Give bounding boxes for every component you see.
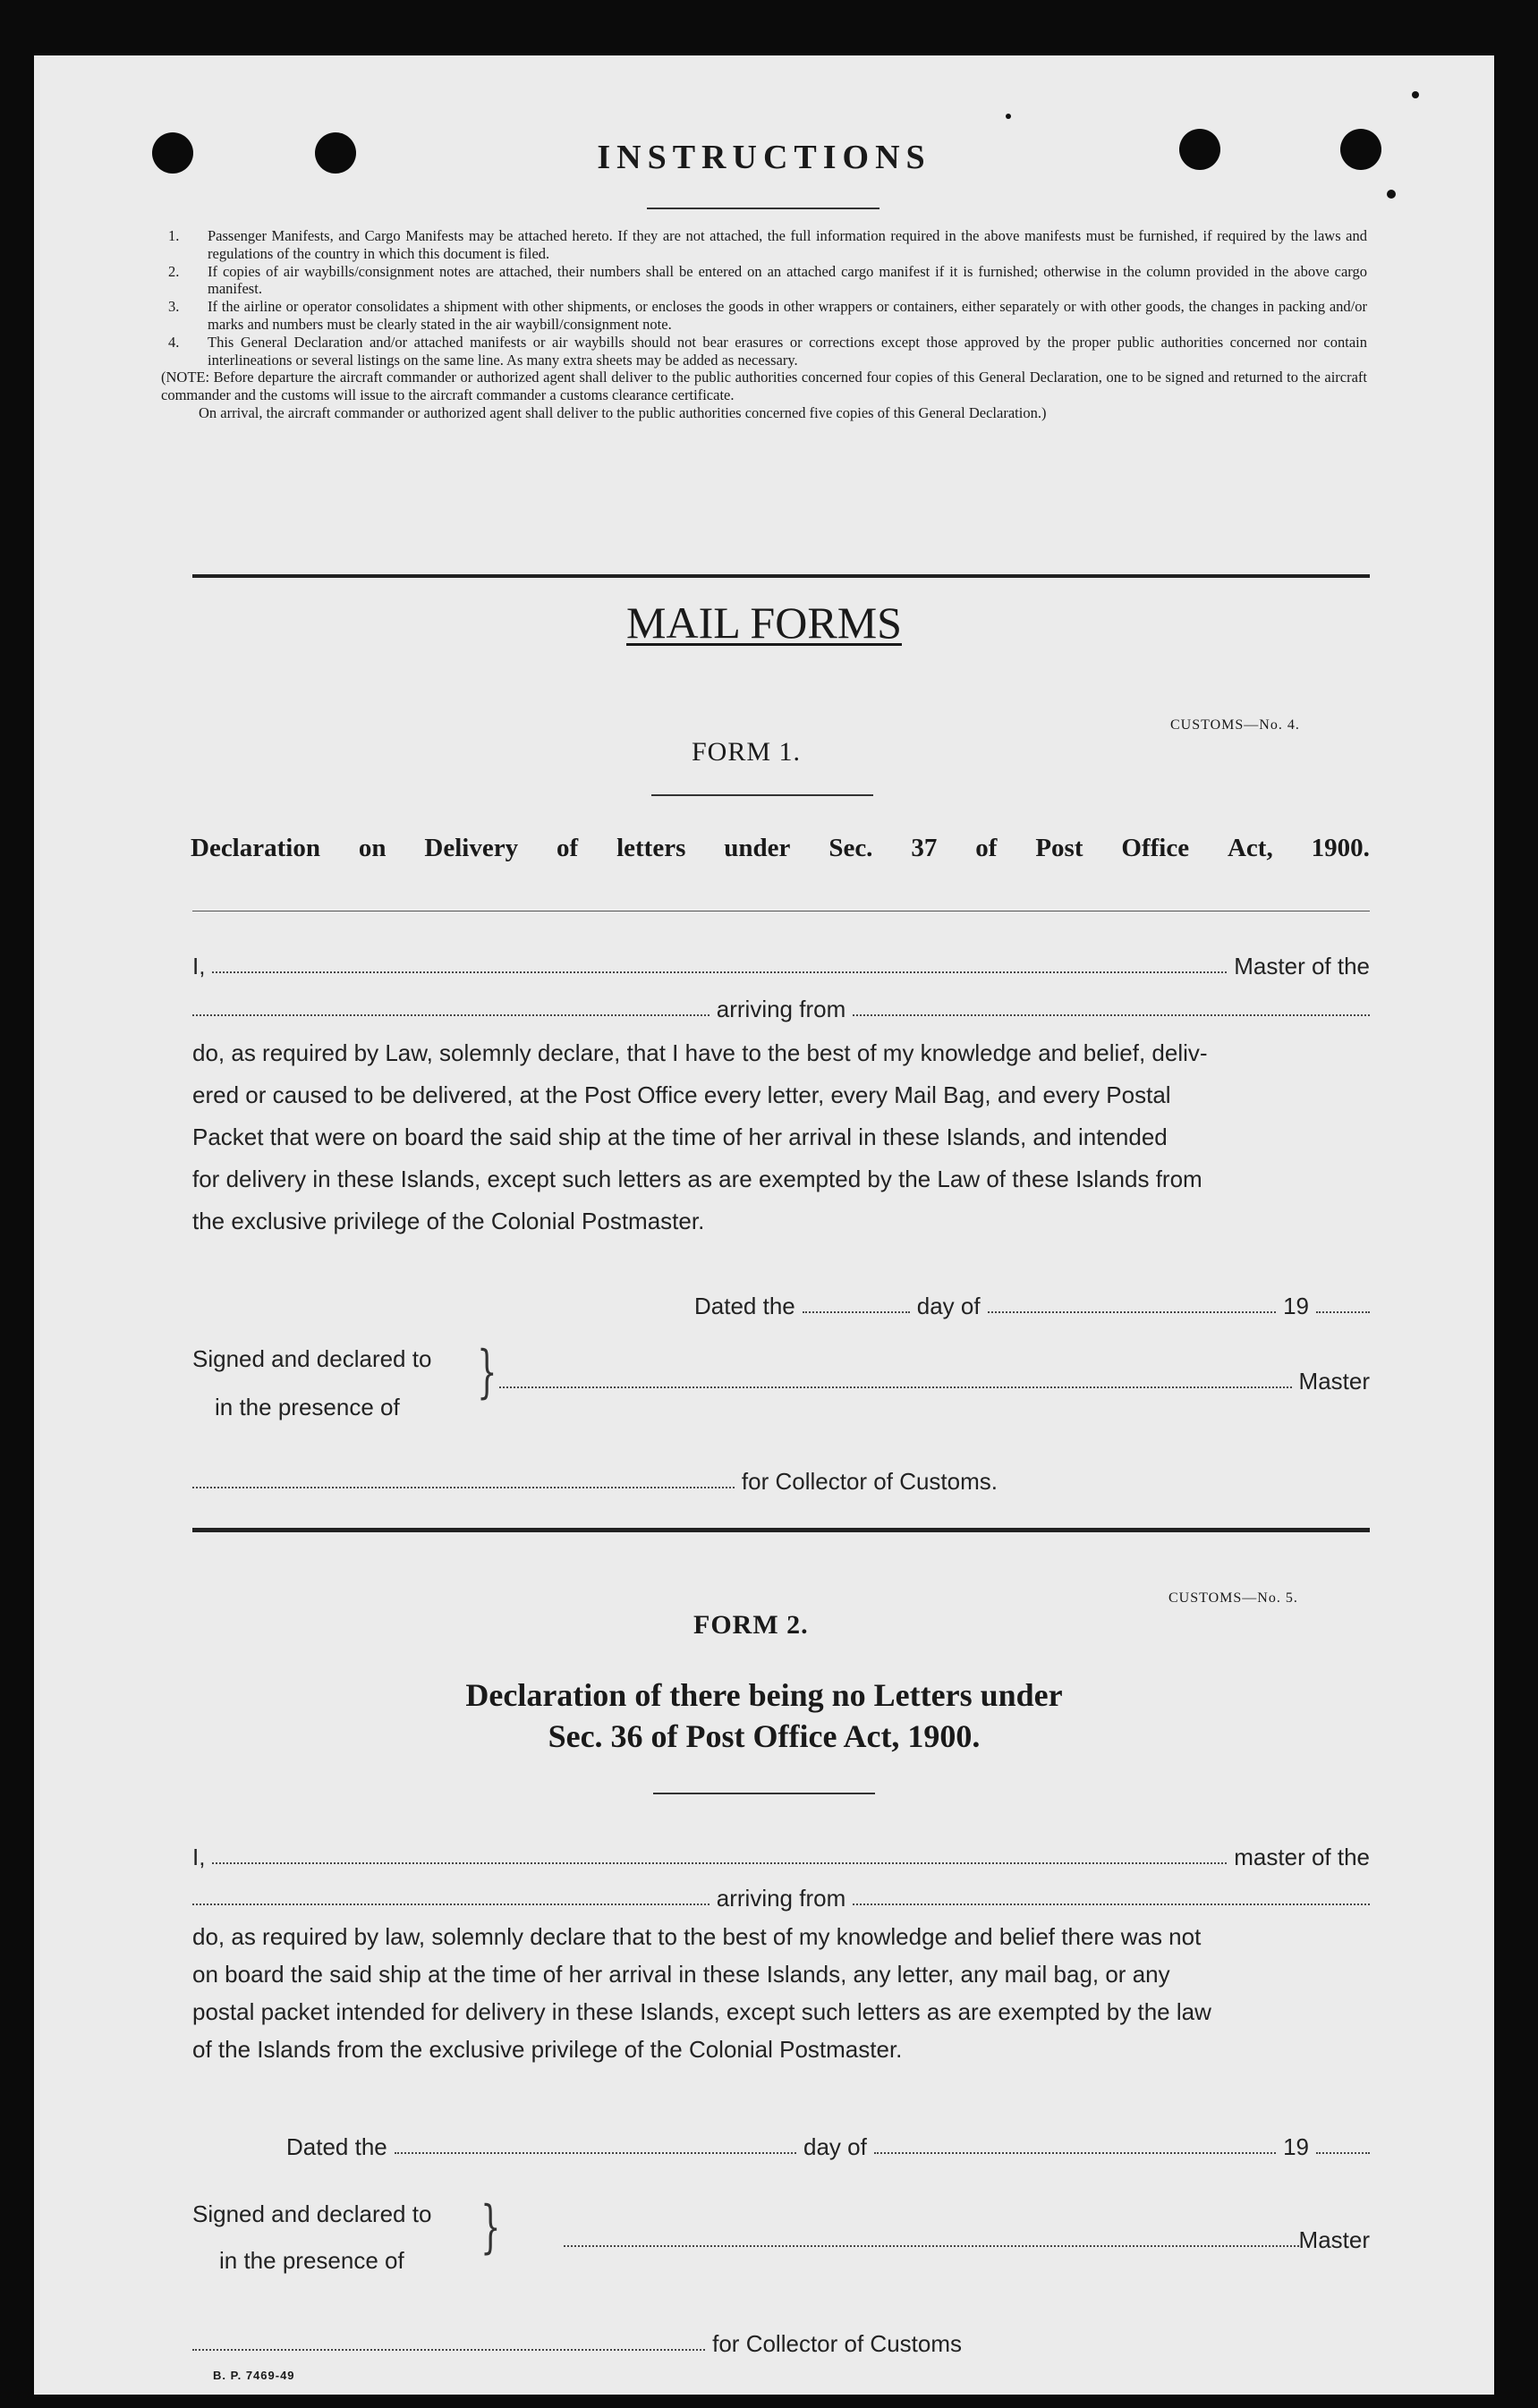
form2-master-signature-line xyxy=(564,2224,1370,2254)
instruction-item xyxy=(168,227,1367,263)
form1-label-rule xyxy=(651,794,873,796)
form1-collector-label: for Collector of Customs. xyxy=(741,1468,998,1495)
body-line: Packet that were on board the said ship at the time of her arrival in these Islands, and intended xyxy=(192,1123,1168,1150)
collector-signature-field[interactable] xyxy=(192,1487,735,1488)
form2-declaration-body xyxy=(192,1918,1373,2068)
date-year-field[interactable] xyxy=(1316,2152,1370,2154)
ink-speck xyxy=(1387,190,1396,199)
instruction-text: If the airline or operator consolidates a shipment with other shipments, or encloses the goods in other wrappers or containers, either separately or with other goods, the changes in packing and/or marks and numbers must be clearly stated in the air waybill/consignment note. xyxy=(208,298,1367,333)
instruction-text: This General Declaration and/or attached manifests or air waybills should not bear erasures or corrections except those approved by the proper public authorities concerned nor contain interlineations or several listings on the same line. As many extra sheets may be added as necessary. xyxy=(208,333,1367,369)
form2-declaration-heading xyxy=(34,1675,1494,1757)
form1-brace: } xyxy=(477,1339,497,1405)
heading-word: Office xyxy=(1121,834,1190,862)
body-line: postal packet intended for delivery in these Islands, except such letters as are exempted by the law xyxy=(192,1998,1211,2025)
instruction-number: 3. xyxy=(168,298,180,316)
date-year-field[interactable] xyxy=(1316,1311,1370,1313)
heading-word: under xyxy=(724,834,791,862)
instructions-list xyxy=(161,227,1367,422)
form2-name-line xyxy=(192,1841,1370,1871)
master-name-field[interactable] xyxy=(212,971,1227,973)
heading-word: Act, xyxy=(1227,834,1273,862)
heading-word: letters xyxy=(616,834,686,862)
date-day-field[interactable] xyxy=(803,1311,910,1313)
instruction-text: Passenger Manifests, and Cargo Manifests may be attached hereto. If they are not attached, the full information required in the above manifests must be furnished, if required by the laws and regulations of the country in which this document is filed. xyxy=(208,227,1367,262)
ship-name-field[interactable] xyxy=(192,1904,710,1905)
form1-master-of-the: Master of the xyxy=(1234,953,1370,979)
mail-forms-title-text: MAIL FORMS xyxy=(626,598,902,648)
instruction-number: 2. xyxy=(168,262,180,280)
heading-word: 1900. xyxy=(1311,834,1370,862)
ink-speck xyxy=(1006,114,1011,119)
ship-name-field[interactable] xyxy=(192,1014,710,1016)
form1-declaration-body xyxy=(192,1032,1373,1242)
master-signature-field[interactable] xyxy=(564,2245,1299,2247)
form2-heading-line1: Declaration of there being no Letters under xyxy=(465,1677,1063,1713)
section-divider xyxy=(192,574,1370,578)
day-of-label: day of xyxy=(916,1293,981,1319)
heading-word: Post xyxy=(1035,834,1083,862)
instruction-text: If copies of air waybills/consignment notes are attached, their numbers shall be entered on an attached cargo manifest if it is furnished; otherwise in the column provided in the above cargo manifest. xyxy=(208,262,1367,298)
form-divider xyxy=(192,1528,1370,1532)
body-line: do, as required by Law, solemnly declare, that I have to the best of my knowledge and belief, deliv- xyxy=(192,1039,1208,1066)
body-line: of the Islands from the exclusive privilege of the Colonial Postmaster. xyxy=(192,2036,903,2063)
body-line: ered or caused to be delivered, at the Post Office every letter, every Mail Bag, and every Postal xyxy=(192,1081,1171,1108)
body-line: on board the said ship at the time of her arrival in these Islands, any letter, any mail bag, or any xyxy=(192,1961,1170,1988)
form1-label: FORM 1. xyxy=(692,737,802,767)
form2-collector-line xyxy=(192,2327,962,2358)
form2-master-of-the: master of the xyxy=(1234,1844,1370,1870)
body-line: the exclusive privilege of the Colonial Postmaster. xyxy=(192,1208,705,1234)
date-month-field[interactable] xyxy=(988,1311,1277,1313)
day-of-label: day of xyxy=(803,2133,867,2160)
form2-signed-line1: Signed and declared to xyxy=(192,2200,432,2227)
date-day-field[interactable] xyxy=(395,2152,796,2154)
heading-word: of xyxy=(557,834,579,862)
form2-heading-rule xyxy=(653,1793,875,1794)
dated-the-label: Dated the xyxy=(286,2133,387,2160)
dated-the-label: Dated the xyxy=(694,1293,795,1319)
form2-collector-label: for Collector of Customs xyxy=(712,2330,962,2357)
customs-number-form1: CUSTOMS—No. 4. xyxy=(1170,717,1300,733)
arriving-from-field[interactable] xyxy=(853,1904,1370,1905)
form1-signed-line2: in the presence of xyxy=(215,1394,400,1420)
form2-master-label: Master xyxy=(1298,2226,1370,2253)
instruction-item xyxy=(168,298,1367,334)
instruction-number: 4. xyxy=(168,333,180,351)
form1-i-label: I, xyxy=(192,953,206,979)
body-line: do, as required by law, solemnly declare that to the best of my knowledge and belief there was not xyxy=(192,1923,1202,1950)
instruction-number: 1. xyxy=(168,227,180,244)
form2-brace: } xyxy=(480,2194,501,2260)
heading-word: Declaration xyxy=(191,834,320,862)
form2-heading-line2: Sec. 36 of Post Office Act, 1900. xyxy=(548,1718,981,1754)
form1-declaration-heading xyxy=(191,834,1370,863)
form1-master-signature-line xyxy=(499,1365,1370,1395)
year-label: 19 xyxy=(1283,2133,1309,2160)
heading-word: 37 xyxy=(911,834,938,862)
form1-dated-line xyxy=(694,1290,1370,1320)
collector-signature-field[interactable] xyxy=(192,2349,705,2351)
customs-number-form2: CUSTOMS—No. 5. xyxy=(1168,1590,1298,1606)
print-reference-code: B. P. 7469-49 xyxy=(213,2369,295,2382)
ink-speck xyxy=(1412,91,1419,98)
instruction-note: (NOTE: Before departure the aircraft commander or authorized agent shall deliver to the public authorities concerned four copies of this General Declaration, one to be signed and returned to the aircraft commander and the customs will issue to the aircraft commander a customs clearance certificate. xyxy=(161,369,1367,404)
form2-arriving-line xyxy=(192,1882,1370,1912)
form2-dated-line xyxy=(286,2131,1370,2161)
instruction-note-arrival: On arrival, the aircraft commander or authorized agent shall deliver to the public authorities concerned five copies of this General Declaration.) xyxy=(199,403,1047,421)
form1-name-line xyxy=(192,950,1370,980)
form1-arriving-from: arriving from xyxy=(716,996,846,1022)
form2-i-label: I, xyxy=(192,1844,206,1870)
instruction-item xyxy=(168,263,1367,299)
heading-word: on xyxy=(358,834,387,862)
body-line: for delivery in these Islands, except such letters as are exempted by the Law of these Islands from xyxy=(192,1166,1202,1192)
heading-word: Delivery xyxy=(424,834,519,862)
instructions-title: INSTRUCTIONS xyxy=(597,139,931,176)
arriving-from-field[interactable] xyxy=(853,1014,1370,1016)
date-month-field[interactable] xyxy=(874,2152,1276,2154)
instruction-item xyxy=(168,334,1367,369)
form1-signed-line1: Signed and declared to xyxy=(192,1345,432,1372)
mail-forms-title xyxy=(34,597,1494,649)
master-signature-field[interactable] xyxy=(499,1386,1292,1388)
form1-collector-line xyxy=(192,1465,998,1496)
form1-master-label: Master xyxy=(1298,1368,1370,1395)
title-rule xyxy=(647,208,879,209)
heading-word: of xyxy=(975,834,998,862)
master-name-field[interactable] xyxy=(212,1862,1227,1864)
form-page xyxy=(34,55,1494,2395)
heading-word: Sec. xyxy=(828,834,873,862)
form2-signed-line2: in the presence of xyxy=(219,2247,404,2274)
form2-label: FORM 2. xyxy=(693,1610,809,1640)
form2-arriving-from: arriving from xyxy=(716,1885,846,1912)
year-label: 19 xyxy=(1283,1293,1309,1319)
form1-arriving-line xyxy=(192,993,1370,1023)
